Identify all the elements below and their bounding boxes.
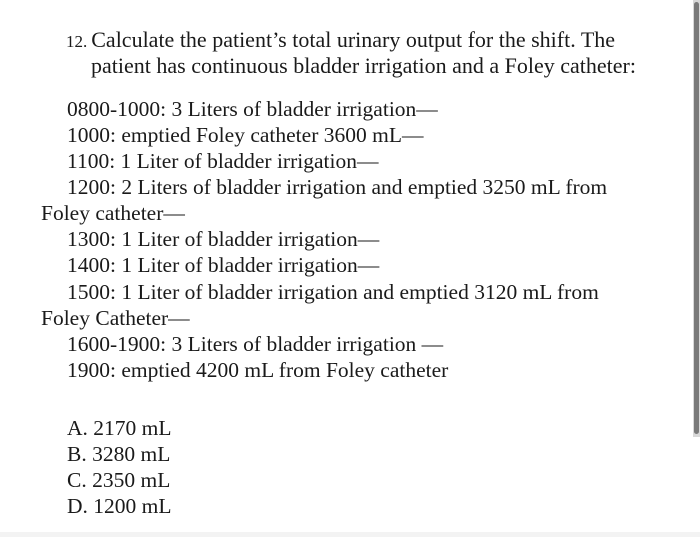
shift-entry-1300: 1300: 1 Liter of bladder irrigation— xyxy=(67,227,380,251)
question-stem-line-1 xyxy=(66,27,615,55)
question-stem-line-2: patient has continuous bladder irrigation and a Foley catheter: xyxy=(91,53,636,78)
vertical-scrollbar[interactable] xyxy=(693,0,700,437)
shift-entry-1500: 1500: 1 Liter of bladder irrigation and emptied 3120 mL from xyxy=(67,280,599,304)
answer-option-b[interactable]: B. 3280 mL xyxy=(67,442,171,466)
answer-option-d[interactable]: D. 1200 mL xyxy=(67,494,172,518)
answer-option-c[interactable]: C. 2350 mL xyxy=(67,468,171,492)
shift-entry-1200: 1200: 2 Liters of bladder irrigation and emptied 3250 mL from xyxy=(67,175,608,199)
shift-entry-1900: 1900: emptied 4200 mL from Foley catheter xyxy=(67,358,449,382)
shift-entry-1100: 1100: 1 Liter of bladder irrigation— xyxy=(67,149,379,173)
shift-entry-1400: 1400: 1 Liter of bladder irrigation— xyxy=(67,253,380,277)
question-number: 12. xyxy=(66,32,88,51)
question-stem-text: Calculate the patient’s total urinary output for the shift. The xyxy=(91,27,616,52)
answer-option-a[interactable]: A. 2170 mL xyxy=(67,416,172,440)
bottom-divider xyxy=(0,532,700,537)
shift-entry-1000: 1000: emptied Foley catheter 3600 mL— xyxy=(67,123,424,147)
shift-entry-0800: 0800-1000: 3 Liters of bladder irrigation— xyxy=(67,97,438,121)
shift-entry-1200-continued: Foley catheter— xyxy=(41,201,185,225)
shift-entry-1500-continued: Foley Catheter— xyxy=(41,306,190,330)
shift-entry-1600: 1600-1900: 3 Liters of bladder irrigation — xyxy=(67,332,444,356)
scrollbar-thumb[interactable] xyxy=(694,2,699,434)
